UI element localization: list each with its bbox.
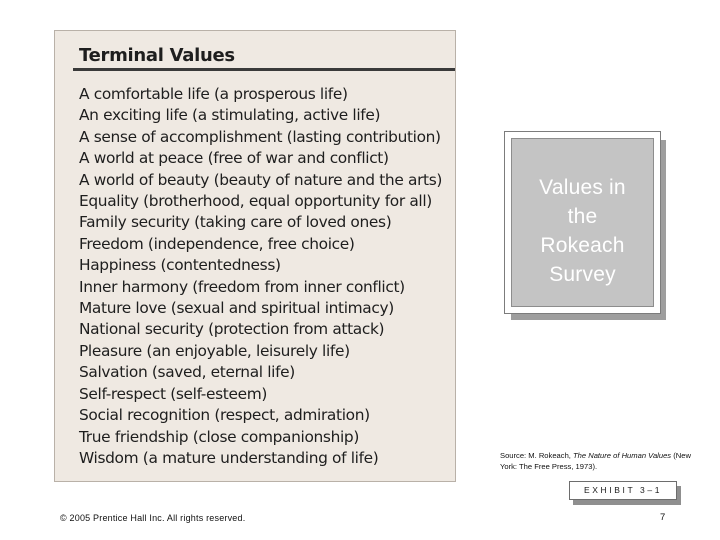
source-citation: [500, 450, 695, 472]
terminal-value-item: A sense of accomplishment (lasting contribution): [79, 127, 441, 146]
terminal-value-item: Pleasure (an enjoyable, leisurely life): [79, 341, 350, 360]
terminal-value-item: A world of beauty (beauty of nature and the arts): [79, 170, 443, 189]
source-prefix: Source: M. Rokeach,: [500, 451, 574, 460]
terminal-value-item: An exciting life (a stimulating, active life): [79, 106, 381, 125]
title-box: [504, 131, 661, 314]
terminal-value-item: Social recognition (respect, admiration): [79, 406, 370, 425]
terminal-values-list: [79, 84, 442, 469]
page-number: 7: [660, 512, 666, 523]
slide-title-line: Survey: [549, 263, 616, 286]
terminal-value-item: Inner harmony (freedom from inner conflict): [79, 277, 405, 296]
terminal-value-item: True friendship (close companionship): [79, 427, 359, 446]
heading-divider: [73, 68, 455, 71]
terminal-value-item: A comfortable life (a prosperous life): [79, 85, 348, 103]
terminal-value-item: Mature love (sexual and spiritual intimacy): [79, 299, 394, 318]
slide-title-line: Values in: [539, 176, 626, 199]
slide-title-line: Rokeach: [540, 234, 625, 257]
source-suffix: (New York: The Free Press, 1973).: [500, 451, 691, 471]
source-book-title: The Nature of Human Values: [573, 451, 672, 460]
terminal-value-item: Family security (taking care of loved ones): [79, 213, 392, 232]
terminal-value-item: Salvation (saved, eternal life): [79, 363, 295, 382]
slide-title: [512, 173, 653, 289]
terminal-value-item: Happiness (contentedness): [79, 256, 281, 275]
copyright-notice: © 2005 Prentice Hall Inc. All rights reserved.: [60, 513, 246, 523]
terminal-value-item: Freedom (independence, free choice): [79, 234, 355, 253]
terminal-value-item: A world at peace (free of war and conflict): [79, 149, 389, 168]
exhibit-label: EXHIBIT 3–1: [569, 481, 677, 500]
title-box-fill: [511, 138, 654, 307]
terminal-value-item: Wisdom (a mature understanding of life): [79, 448, 379, 467]
terminal-value-item: National security (protection from attack): [79, 320, 385, 339]
terminal-values-panel: [54, 30, 456, 482]
slide-title-line: the: [567, 205, 598, 228]
terminal-value-item: Self-respect (self-esteem): [79, 384, 268, 403]
terminal-value-item: Equality (brotherhood, equal opportunity for all): [79, 192, 432, 211]
panel-heading: Terminal Values: [79, 45, 235, 66]
